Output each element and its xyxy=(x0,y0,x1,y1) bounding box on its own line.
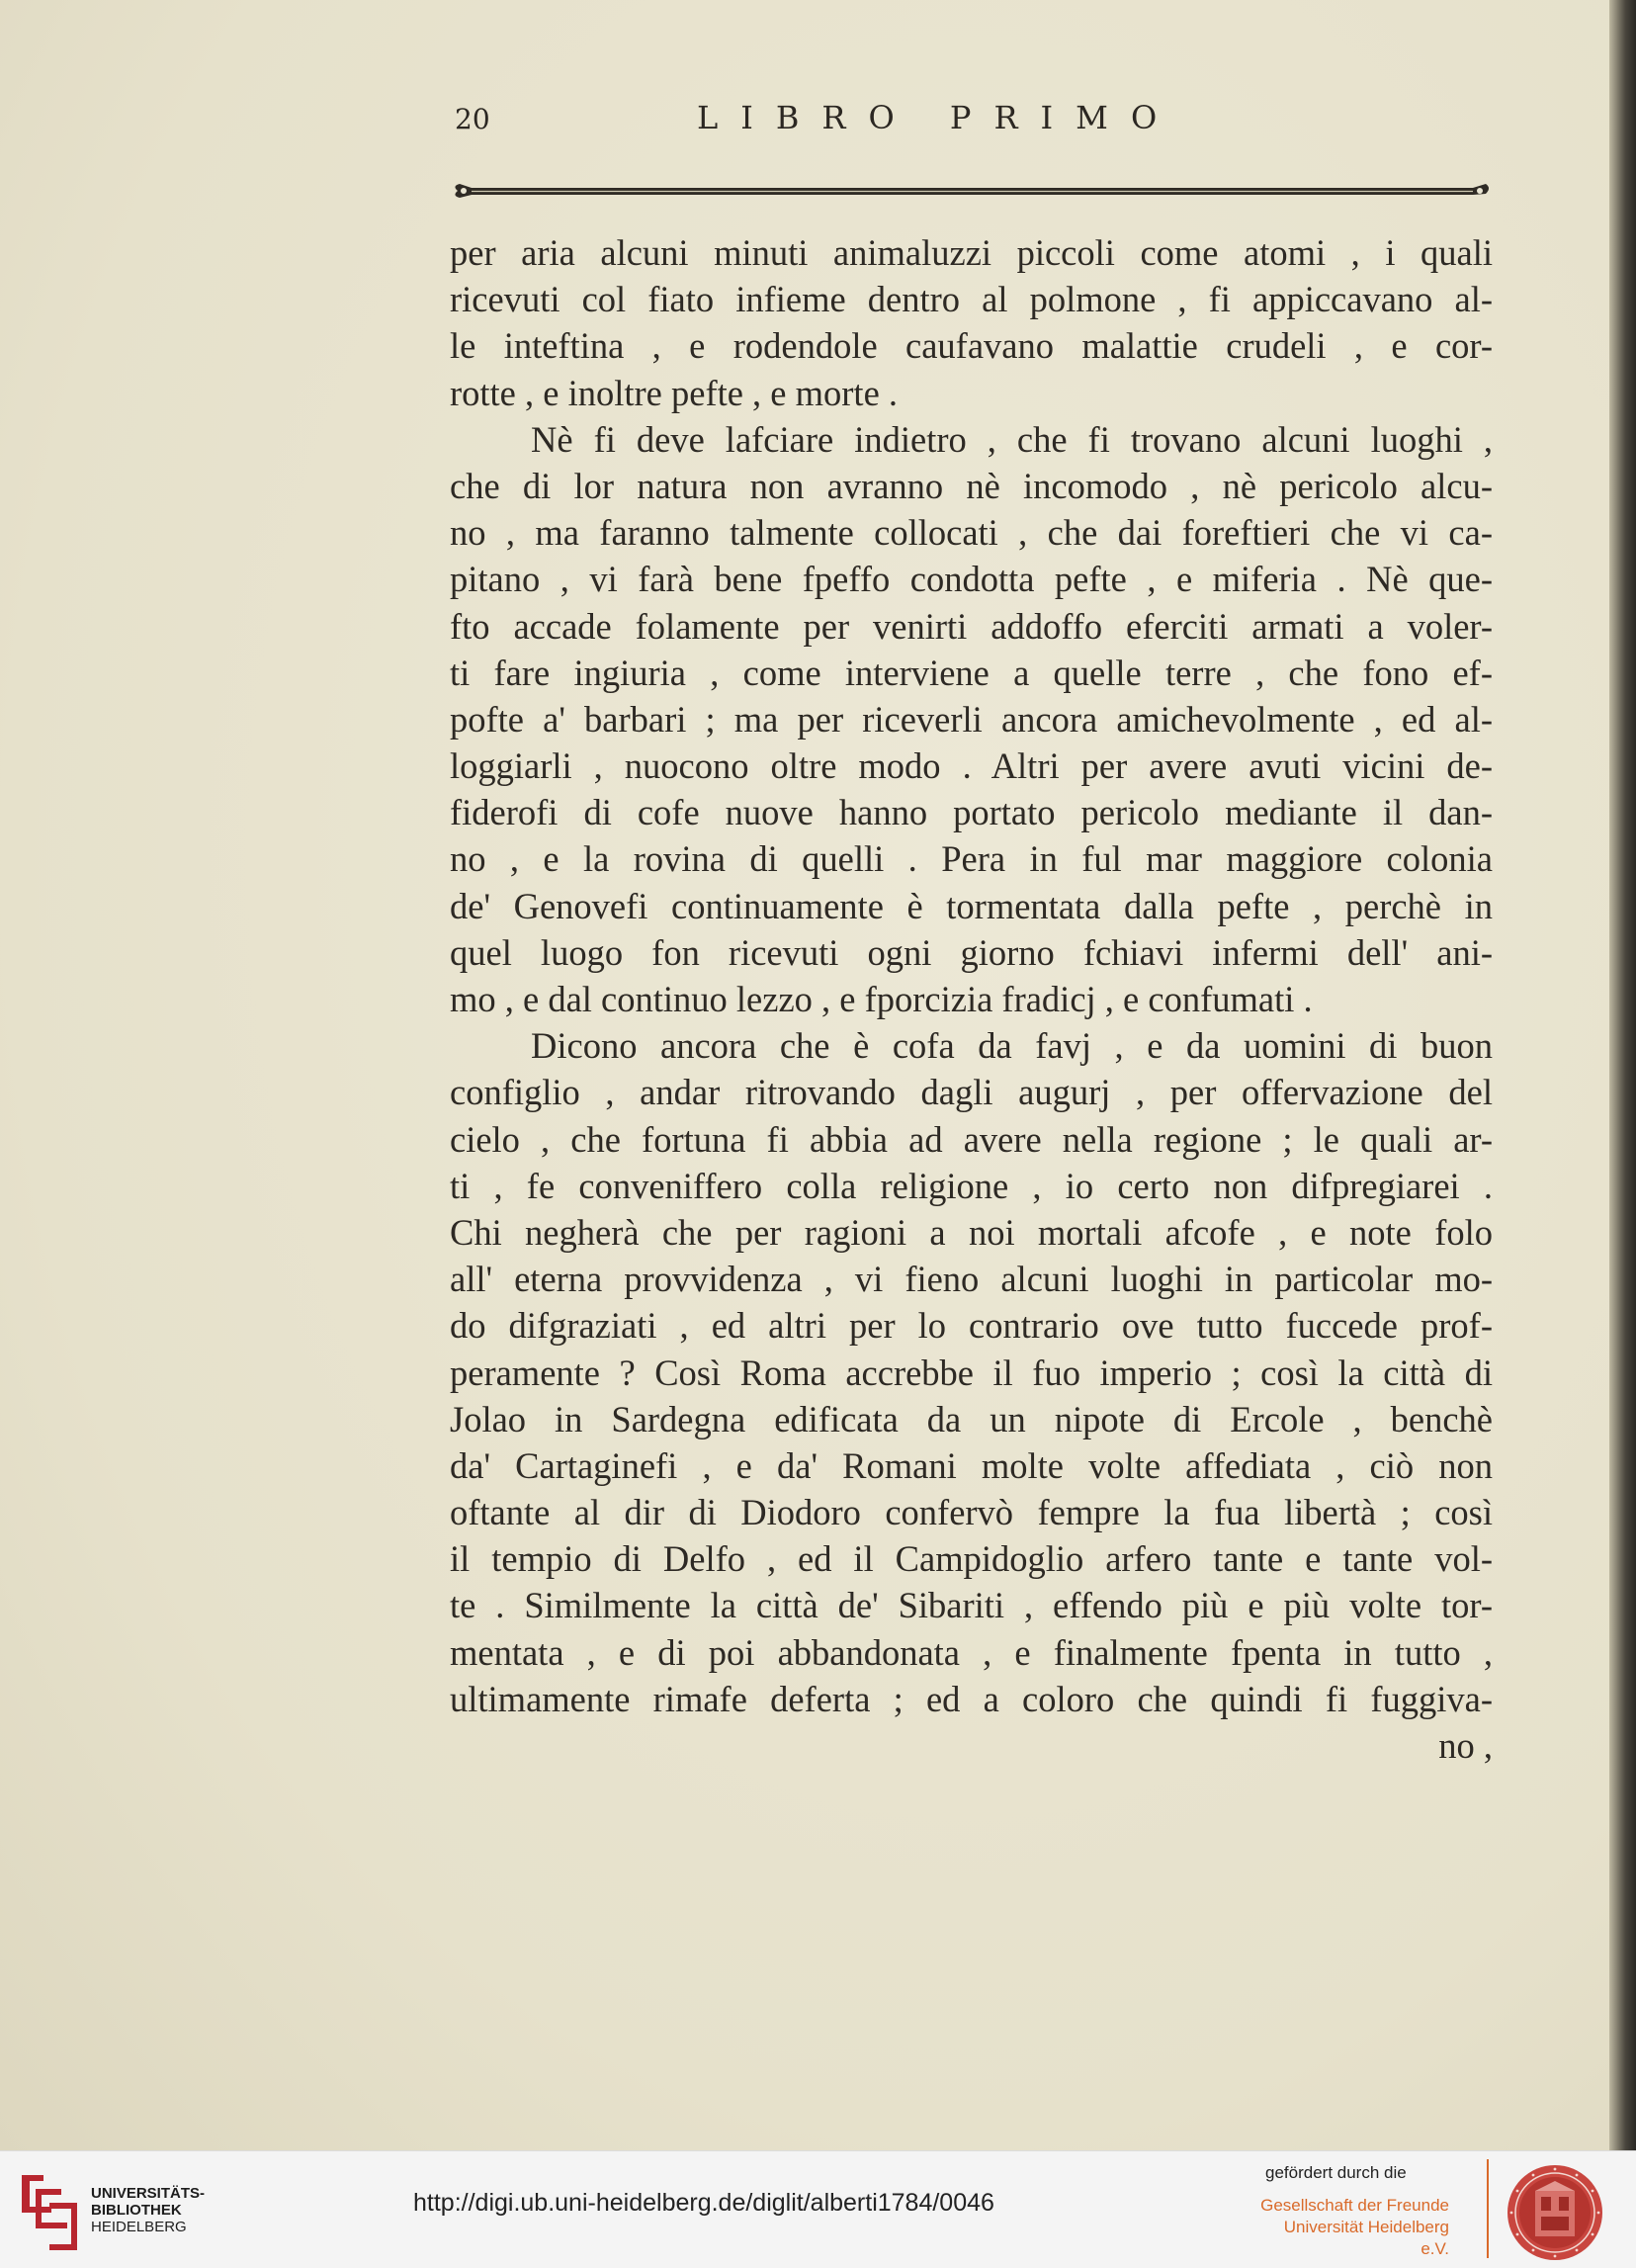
text-line: do difgraziati , ed altri per lo contrario ove tutto fuccede prof- xyxy=(450,1305,1493,1347)
text-line: per aria alcuni minuti animaluzzi piccoli come atomi , i quali xyxy=(450,232,1493,273)
sponsor-name-line: Universität Heidelberg e.V. xyxy=(1283,2218,1449,2258)
text-line: pitano , vi farà bene fpeffo condotta pefte , e miferia . Nè que- xyxy=(450,559,1493,600)
text-line: le inteftina , e rodendole caufavano malattie crudeli , e cor- xyxy=(450,325,1493,367)
ornamental-rule xyxy=(450,176,1493,206)
page-number: 20 xyxy=(455,103,490,135)
sponsor-label: gefördert durch die xyxy=(1265,2163,1407,2182)
text-line: cielo , che fortuna fi abbia ad avere nella regione ; le quali ar- xyxy=(450,1118,1493,1160)
text-line: mo , e dal continuo lezzo , e fporcizia fradicj , e confumati . xyxy=(450,979,1313,1019)
text-line: all' eterna provvidenza , vi fieno alcuni luoghi in particolar mo- xyxy=(450,1259,1493,1300)
library-name-line: HEIDELBERG xyxy=(91,2219,187,2235)
text-line: ti fare ingiuria , come interviene a quelle terre , che fono ef- xyxy=(450,652,1493,693)
body-text xyxy=(450,229,1493,1769)
text-line: fto accade folamente per venirti addoffo eferciti armati a voler- xyxy=(450,605,1493,647)
text-line: Jolao in Sardegna edificata da un nipote di Ercole , benchè xyxy=(450,1398,1493,1439)
text-line: configlio , andar ritrovando dagli augurj , per offervazione del xyxy=(450,1072,1493,1113)
text-line: ultimamente rimafe deferta ; ed a coloro che quindi fi fuggiva- xyxy=(450,1678,1493,1719)
running-head xyxy=(455,99,1483,138)
text-line: pofte a' barbari ; ma per riceverli ancora amichevolmente , ed al- xyxy=(450,698,1493,740)
text-line: no , ma faranno talmente collocati , che dai foreftieri che vi ca- xyxy=(450,512,1493,554)
text-line: che di lor natura non avranno nè incomodo , nè pericolo alcu- xyxy=(450,465,1493,506)
text-line: il tempio di Delfo , ed il Campidoglio arfero tante e tante vol- xyxy=(450,1538,1493,1580)
catchword: no , xyxy=(1438,1725,1493,1766)
text-line: rotte , e inoltre pefte , e morte . xyxy=(450,372,899,413)
university-seal-icon xyxy=(1506,2163,1604,2262)
text-line: no , e la rovina di quelli . Pera in ful mar maggiore colonia xyxy=(450,838,1493,880)
library-name-line: UNIVERSITÄTS- xyxy=(91,2185,206,2202)
library-name-line: BIBLIOTHEK xyxy=(91,2202,182,2219)
footer-bar xyxy=(0,2150,1636,2268)
sponsor-divider xyxy=(1487,2159,1489,2258)
text-line: peramente ? Così Roma accrebbe il fuo imperio ; così la città di xyxy=(450,1352,1493,1393)
text-line: loggiarli , nuocono oltre modo . Altri per avere avuti vicini de- xyxy=(450,745,1493,787)
text-line: Dicono ancora che è cofa da favj , e da uomini di buon xyxy=(531,1025,1493,1067)
text-line: Chi negherà che per ragioni a noi mortali afcofe , e note folo xyxy=(450,1211,1493,1253)
text-line: mentata , e di poi abbandonata , e finalmente fpenta in tutto , xyxy=(450,1631,1493,1673)
permalink-url[interactable]: http://digi.ub.uni-heidelberg.de/diglit/alberti1784/0046 xyxy=(413,2189,994,2217)
sponsor-name[interactable] xyxy=(1253,2195,1449,2260)
text-line: oftante al dir di Diodoro confervò fempre la fua libertà ; così xyxy=(450,1492,1493,1533)
text-line: da' Cartaginefi , e da' Romani molte volte affediata , ciò non xyxy=(450,1444,1493,1486)
text-line: de' Genovefi continuamente è tormentata dalla pefte , perchè in xyxy=(450,885,1493,926)
text-line: ricevuti col fiato infieme dentro al polmone , fi appiccavano al- xyxy=(450,279,1493,320)
text-line: ti , fe conveniffero colla religione , io certo non difpregiarei . xyxy=(450,1165,1493,1206)
text-line: fiderofi di cofe nuove hanno portato pericolo mediante il dan- xyxy=(450,792,1493,833)
sponsor-name-line: Gesellschaft der Freunde xyxy=(1260,2196,1449,2215)
text-line: quel luogo fon ricevuti ogni giorno fchiavi infermi dell' ani- xyxy=(450,931,1493,973)
library-name xyxy=(91,2185,205,2235)
text-line: te . Similmente la città de' Sibariti , effendo più e più volte tor- xyxy=(450,1585,1493,1626)
library-logo-icon[interactable] xyxy=(16,2171,81,2254)
page-edge-shadow xyxy=(1609,0,1636,2150)
chapter-title: LIBRO PRIMO xyxy=(697,99,1180,136)
text-line: Nè fi deve lafciare indietro , che fi trovano alcuni luoghi , xyxy=(531,418,1493,460)
